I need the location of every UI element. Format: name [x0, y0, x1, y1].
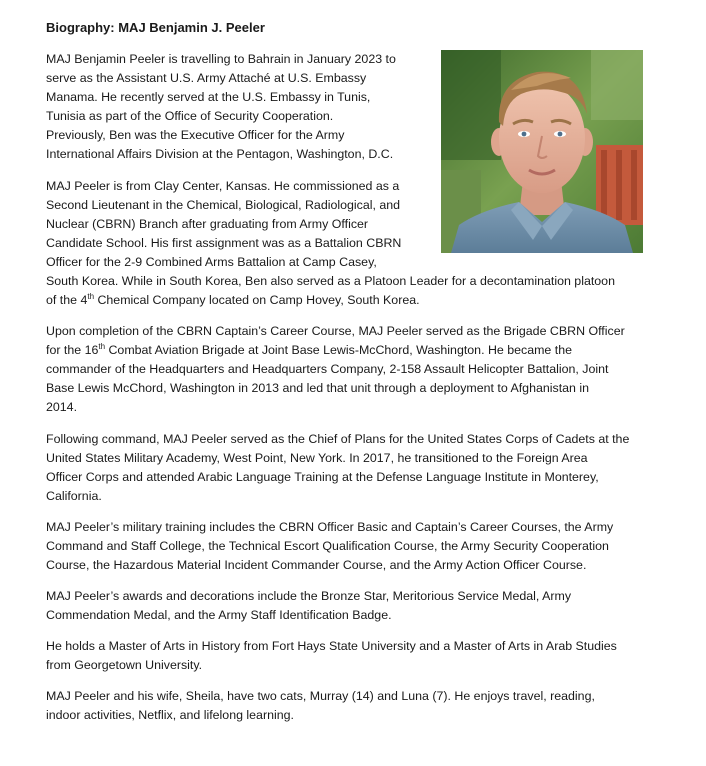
paragraph-5-line-1: MAJ Peeler’s military training includes the CBRN Officer Basic and Captain’s Career Courses, the Army — [46, 520, 614, 534]
paragraph-3-line-3: commander of the Headquarters and Headquarters Company, 2-158 Assault Helicopter Battalion, Joint — [46, 362, 609, 376]
paragraph-3-line-1: Upon completion of the CBRN Captain’s Career Course, MAJ Peeler served as the Brigade CBRN Officer — [46, 324, 625, 338]
paragraph-2-line-7 — [46, 291, 420, 310]
paragraph-4-line-3: Officer Corps and attended Arabic Language Training at the Defense Language Institute in Monterey, — [46, 470, 599, 484]
paragraph-2-line-4: Candidate School. His first assignment was as a Battalion CBRN — [46, 236, 402, 250]
page-title: Biography: MAJ Benjamin J. Peeler — [46, 20, 265, 35]
paragraph-1-line-6: International Affairs Division at the Pentagon, Washington, D.C. — [46, 147, 394, 161]
paragraph-6-line-2: Commendation Medal, and the Army Staff Identification Badge. — [46, 608, 392, 622]
paragraph-1-line-1: MAJ Benjamin Peeler is travelling to Bahrain in January 2023 to — [46, 52, 396, 66]
paragraph-3-line-2 — [46, 341, 572, 360]
paragraph-1-line-5: Previously, Ben was the Executive Officer for the Army — [46, 128, 345, 142]
portrait-photo-icon — [441, 50, 643, 253]
ordinal-suffix: th — [98, 342, 106, 351]
paragraph-7-line-1: He holds a Master of Arts in History from Fort Hays State University and a Master of Arts in Arab Studies — [46, 639, 617, 653]
line-text: Combat Aviation Brigade at Joint Base Lewis-McChord, Washington. He became the — [105, 343, 572, 357]
paragraph-5-line-3: Course, the Hazardous Material Incident Commander Course, and the Army Action Officer Course. — [46, 558, 587, 572]
paragraph-7-line-2: from Georgetown University. — [46, 658, 203, 672]
paragraph-3-line-4: Base Lewis McChord, Washington in 2013 and led that unit through a deployment to Afghanistan in — [46, 381, 590, 395]
paragraph-3-line-5: 2014. — [46, 400, 78, 414]
line-text: Chemical Company located on Camp Hovey, South Korea. — [94, 293, 420, 307]
paragraph-5-line-2: Command and Staff College, the Technical Escort Qualification Course, the Army Security Cooperation — [46, 539, 609, 553]
paragraph-1-line-4: Tunisia as part of the Office of Security Cooperation. — [46, 109, 334, 123]
paragraph-2-line-2: Second Lieutenant in the Chemical, Biological, Radiological, and — [46, 198, 401, 212]
paragraph-4-line-4: California. — [46, 489, 102, 503]
paragraph-8-line-2: indoor activities, Netflix, and lifelong learning. — [46, 708, 294, 722]
paragraph-2-line-1: MAJ Peeler is from Clay Center, Kansas. He commissioned as a — [46, 179, 400, 193]
paragraph-6-line-1: MAJ Peeler’s awards and decorations include the Bronze Star, Meritorious Service Medal, Army — [46, 589, 572, 603]
paragraph-8-line-1: MAJ Peeler and his wife, Sheila, have two cats, Murray (14) and Luna (7). He enjoys travel, reading, — [46, 689, 595, 703]
paragraph-4-line-2: United States Military Academy, West Point, New York. In 2017, he transitioned to the Foreign Area — [46, 451, 588, 465]
paragraph-2-line-3: Nuclear (CBRN) Branch after graduating from Army Officer — [46, 217, 369, 231]
paragraph-4-line-1: Following command, MAJ Peeler served as the Chief of Plans for the United States Corps of Cadets at the — [46, 432, 630, 446]
paragraph-2-line-6: South Korea. While in South Korea, Ben also served as a Platoon Leader for a decontamination platoon — [46, 274, 615, 288]
line-text: for the 16 — [46, 343, 99, 357]
ordinal-suffix: th — [87, 292, 95, 301]
paragraph-2-line-5: Officer for the 2-9 Combined Arms Battalion at Camp Casey, — [46, 255, 377, 269]
line-text: of the 4 — [46, 293, 88, 307]
paragraph-1-line-2: serve as the Assistant U.S. Army Attaché at U.S. Embassy — [46, 71, 367, 85]
paragraph-1-line-3: Manama. He recently served at the U.S. Embassy in Tunis, — [46, 90, 371, 104]
portrait-photo — [441, 50, 643, 253]
